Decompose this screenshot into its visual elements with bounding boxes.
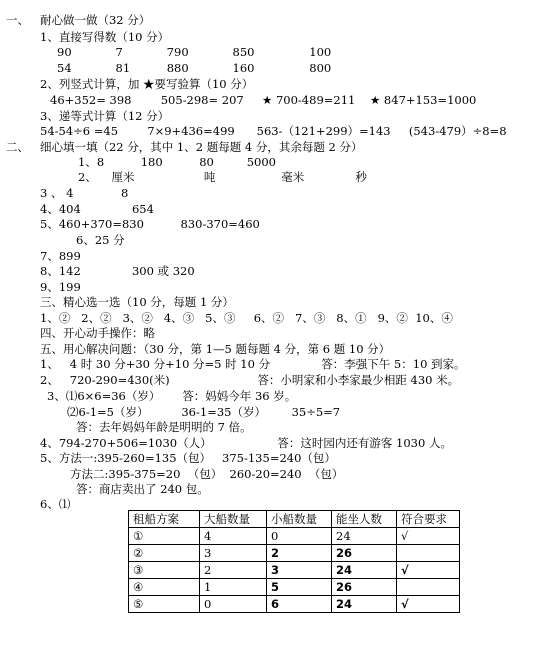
q5-6-label: 6、⑴	[40, 497, 71, 511]
q2-7: 7、899	[40, 249, 81, 263]
table-cell: √	[397, 528, 460, 545]
table-cell: 24	[332, 596, 397, 613]
table-cell: ②	[129, 545, 200, 562]
q5-5-answer: 答：商店卖出了 240 包。	[76, 482, 209, 496]
q2-3: 3 、 4 8	[40, 186, 129, 200]
table-row	[129, 545, 460, 562]
table-cell: 1	[200, 579, 267, 596]
table-header-cell: 符合要求	[397, 511, 460, 528]
table-cell: ③	[129, 562, 200, 579]
q2-1: 1、8 180 80 5000	[78, 155, 276, 169]
section-3-heading: 三、精心选一选（10 分，每题 1 分）	[40, 295, 234, 309]
table-cell: 26	[332, 545, 397, 562]
q2-4: 4、404 654	[40, 202, 154, 216]
table-cell: 4	[200, 528, 267, 545]
table-row	[129, 562, 460, 579]
section-2-heading: 二、 细心填一填（22 分，其中 1、2 题每题 4 分，其余每题 2 分）	[6, 140, 363, 154]
table-cell: 0	[200, 596, 267, 613]
table-cell: 0	[267, 528, 332, 545]
q5-3-answer: 答：去年妈妈年龄是明明的 7 倍。	[76, 420, 252, 434]
table-cell: 2	[200, 562, 267, 579]
q5-5-method-1: 5、方法一:395-260=135（包） 375-135=240（包）	[40, 451, 336, 465]
q1-2-heading: 2、列竖式计算，加 ★要写验算（10 分）	[40, 77, 254, 91]
table-cell: 2	[267, 545, 332, 562]
table-cell	[397, 545, 460, 562]
q5-4: 4、794-270+506=1030（人） 答：这时园内还有游客 1030 人。	[40, 436, 452, 450]
q2-8: 8、142 300 或 320	[40, 264, 195, 278]
table-cell	[397, 579, 460, 596]
table-header-row	[129, 511, 460, 528]
table-cell: 3	[200, 545, 267, 562]
table-cell: 24	[332, 528, 397, 545]
q2-9: 9、199	[40, 280, 81, 294]
q5-5-method-2: 方法二:395-375=20 （包） 260-20=240 （包）	[70, 467, 344, 481]
q2-5: 5、460+370=830 830-370=460	[40, 217, 260, 231]
table-cell: √	[397, 562, 460, 579]
table-cell: 6	[267, 596, 332, 613]
table-cell: ④	[129, 579, 200, 596]
table-header-cell: 租船方案	[129, 511, 200, 528]
boat-plan-table	[128, 510, 460, 613]
q1-1-row-1: 90 7 790 850 100	[57, 45, 332, 59]
q2-6: 6、25 分	[76, 233, 125, 247]
q1-3-answers: 54-54÷6 =45 7×9+436=499 563-（121+299）=143 (543-479）÷8=8	[40, 124, 507, 138]
section-3-answers: 1、② 2、② 3、② 4、③ 5、③ 6、② 7、③ 8、① 9、② 10、④	[40, 311, 453, 325]
table-cell: ①	[129, 528, 200, 545]
table-header-cell: 大船数量	[200, 511, 267, 528]
table-header-cell: 小船数量	[267, 511, 332, 528]
q5-3-part-2: ⑵6-1=5（岁） 36-1=35（岁） 35÷5=7	[67, 405, 341, 419]
table-row	[129, 528, 460, 545]
table-cell: 3	[267, 562, 332, 579]
q1-2-answers: 46+352= 398 505-298= 207 ★ 700-489=211 ★ 847+153=1000	[50, 93, 477, 107]
table-cell: 5	[267, 579, 332, 596]
section-5-heading: 五、用心解决问题：（30 分，第 1—5 题每题 4 分，第 6 题 10 分）	[40, 342, 391, 356]
q1-1-row-2: 54 81 880 160 800	[57, 61, 332, 75]
q5-2: 2、 720-290=430(米) 答：小明家和小李家最少相距 430 米。	[40, 373, 460, 387]
table-row	[129, 596, 460, 613]
table-header-cell: 能坐人数	[332, 511, 397, 528]
q5-1: 1、 4 时 30 分+30 分+10 分=5 时 10 分 答：李强下午 5：10 到家。	[40, 357, 466, 371]
table-row	[129, 579, 460, 596]
q1-3-heading: 3、递等式计算（12 分）	[40, 109, 170, 123]
section-4-heading: 四、开心动手操作：略	[40, 326, 155, 340]
table-cell: 24	[332, 562, 397, 579]
q5-3-part-1: 3、⑴6×6=36（岁） 答：妈妈今年 36 岁。	[47, 389, 297, 403]
q2-2: 2、 厘米 吨 毫米 秒	[78, 170, 367, 184]
table-cell: 26	[332, 579, 397, 596]
section-1-heading: 一、 耐心做一做（32 分）	[6, 13, 151, 27]
q1-1-heading: 1、直接写得数（10 分）	[40, 30, 170, 44]
table-cell: √	[397, 596, 460, 613]
table-cell: ⑤	[129, 596, 200, 613]
